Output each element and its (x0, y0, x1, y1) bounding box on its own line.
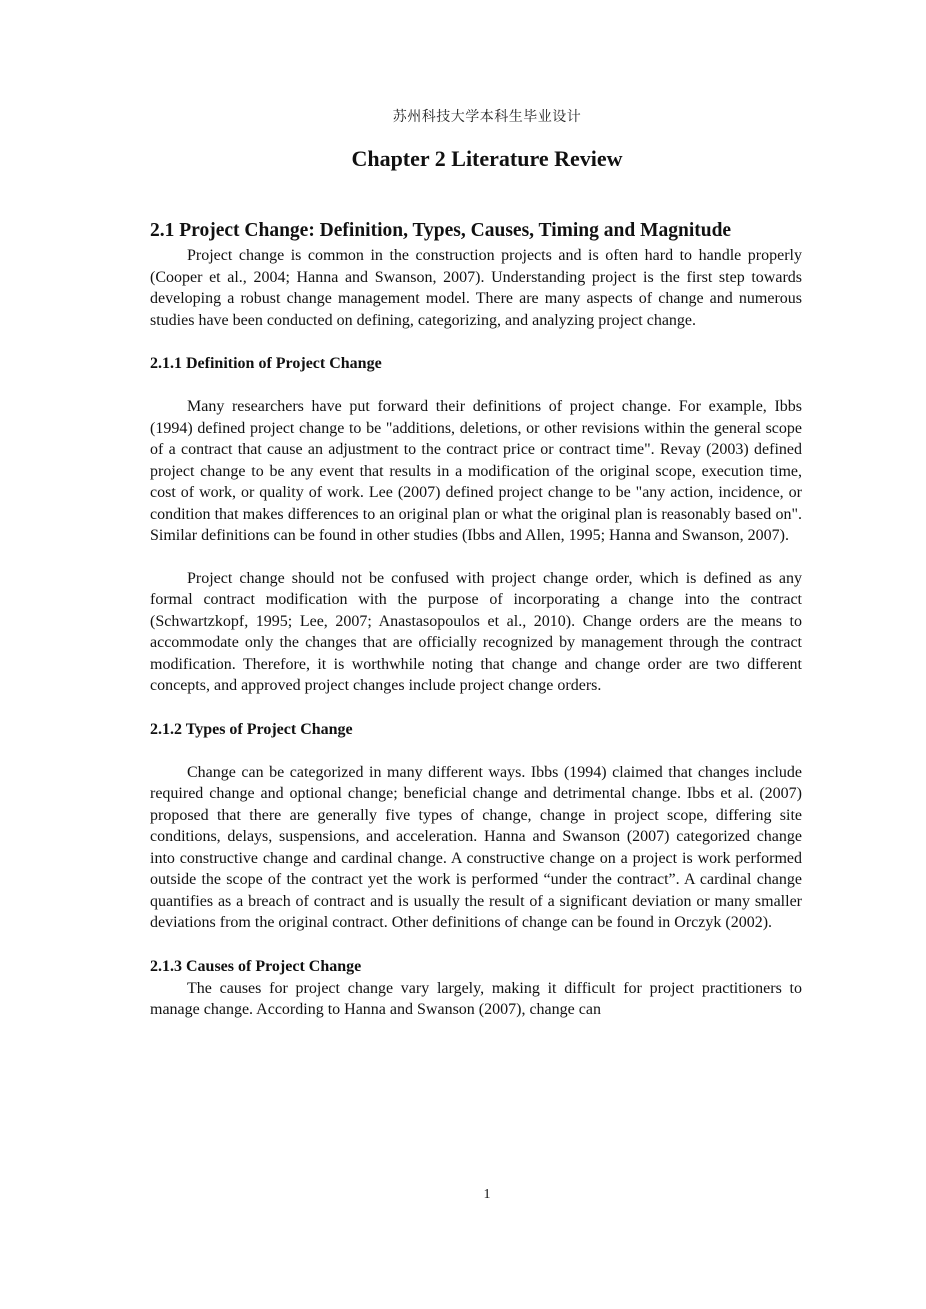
section-2-1-1-heading: 2.1.1 Definition of Project Change (150, 355, 382, 372)
section-2-1-1-paragraph-2: Project change should not be confused with project change order, which is defined as any formal contract modification with the purpose of incorporating a change into the contract (Schwartzkopf, 1995; Lee, 2007; Anastasopoulos et al., 2010). Change orders are the means to accommodate only the changes that are officially recognized by management through the contract modification. Therefore, it is worthwhile noting that change and change order are two different concepts, and approved project changes include project change orders. (150, 569, 802, 694)
running-header: 苏州科技大学本科生毕业设计 (392, 109, 582, 125)
section-2-1-2-paragraph: Change can be categorized in many different ways. Ibbs (1994) claimed that changes include required change and optional change; beneficial change and detrimental change. Ibbs et al. (2007) proposed that there are generally five types of change, change in project scope, differing site conditions, delays, suspensions, and acceleration. Hanna and Swanson (2007) categorized change into constructive change and cardinal change. A constructive change on a project is work performed outside the scope of the contract yet the work is performed “under the contract”. A cardinal change quantifies as a breach of contract and is usually the result of a significant deviation or many smaller deviations from the original contract. Other definitions of change can be found in Orczyk (2002). (150, 763, 802, 931)
page-number: 1 (483, 1187, 491, 1202)
section-2-1-paragraph: Project change is common in the construction projects and is often hard to handle properly (Cooper et al., 2004; Hanna and Swanson, 2007). Understanding project is the first step towards developing a robust change management model. There are many aspects of change and numerous studies have been conducted on defining, categorizing, and analyzing project change. (150, 247, 802, 329)
section-2-1-2-heading: 2.1.2 Types of Project Change (150, 720, 353, 738)
section-2-1-1-paragraph-1: Many researchers have put forward their definitions of project change. For example, Ibbs (1994) defined project change to be "additions, deletions, or other revisions within the general scope of a contract that cause an adjustment to the contract price or contract time". Revay (2003) defined project change to be any event that results in a modification of the original scope, execution time, cost of work, or quality of work. Lee (2007) defined project change to be "any action, incidence, or condition that makes differences to an original plan or what the original plan is reasonably based on". Similar definitions can be found in other studies (Ibbs and Allen, 1995; Hanna and Swanson, 2007). (150, 398, 802, 544)
section-2-1-3-paragraph: The causes for project change vary largely, making it difficult for project practitioners to manage change. According to Hanna and Swanson (2007), change can (150, 979, 802, 1018)
section-2-1-3-heading: 2.1.3 Causes of Project Change (150, 957, 362, 975)
chapter-title: Chapter 2 Literature Review (351, 146, 623, 171)
section-2-1-heading: 2.1 Project Change: Definition, Types, Causes, Timing and Magnitude (150, 220, 732, 241)
page-content (150, 217, 802, 1021)
